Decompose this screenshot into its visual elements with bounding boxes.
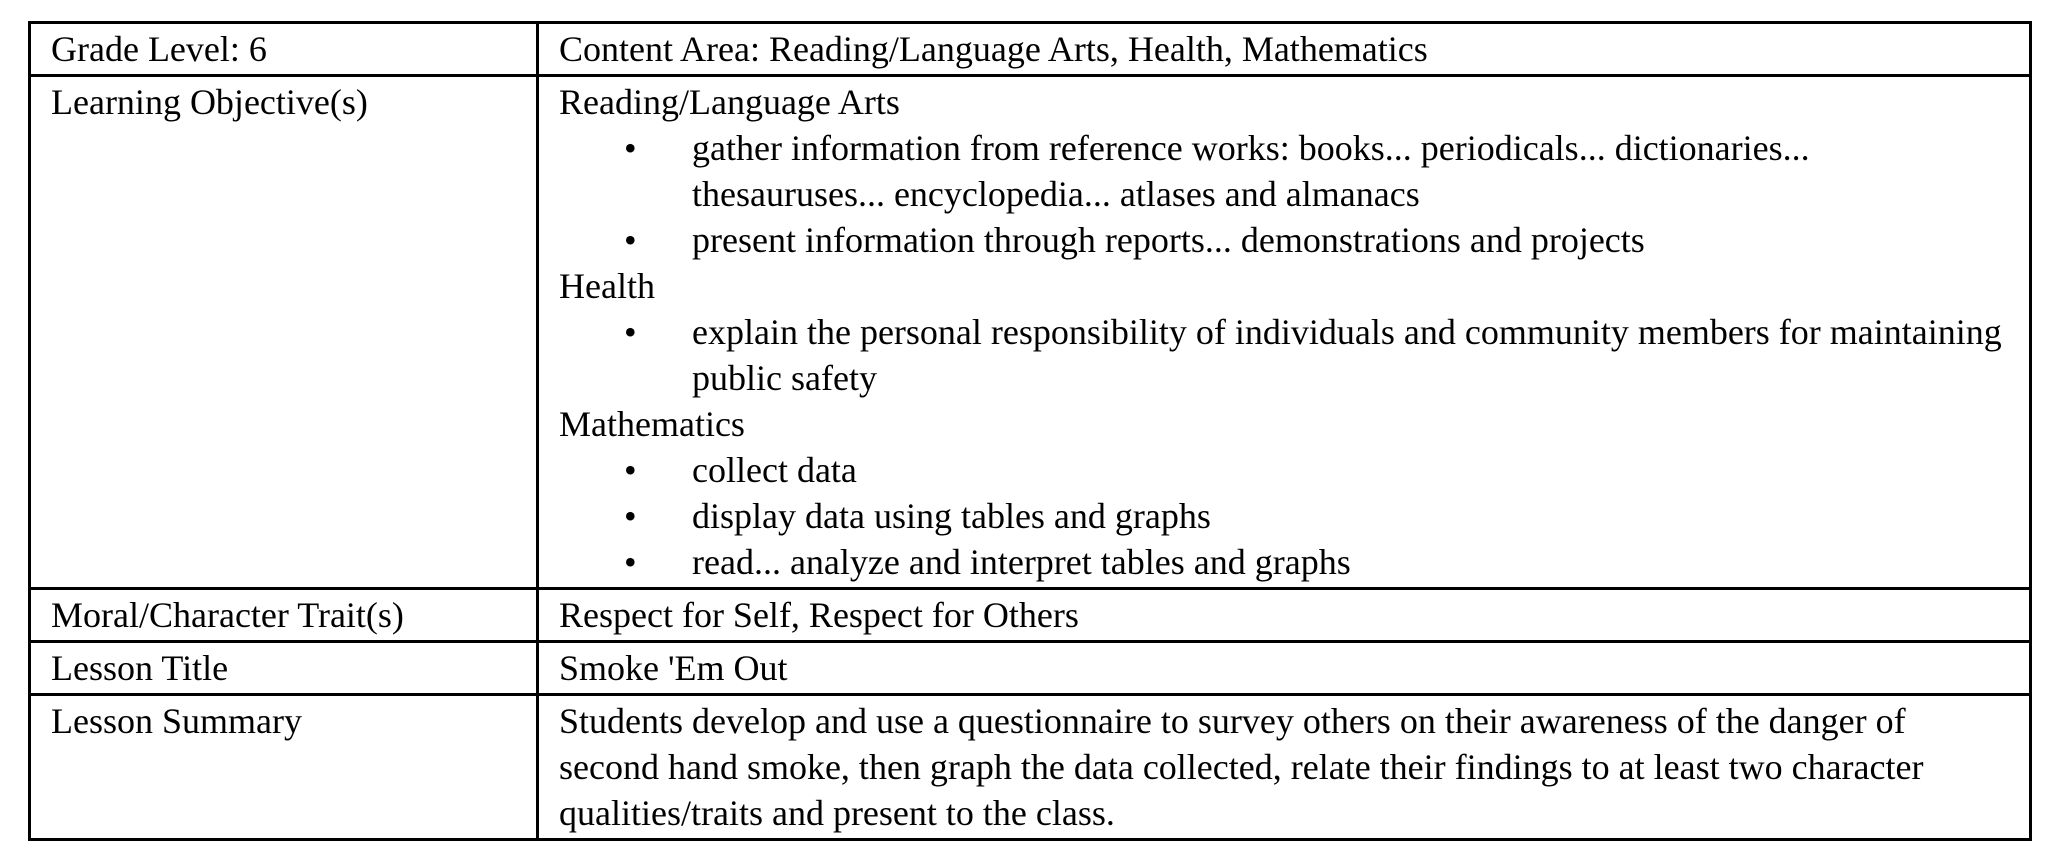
objective-item [559, 447, 2009, 493]
objective-section-heading-mathematics: Mathematics [559, 404, 745, 444]
bullet-icon: • [624, 450, 637, 490]
character-traits-label: Moral/Character Trait(s) [30, 589, 538, 642]
objective-item [559, 309, 2009, 401]
grade-level-row [30, 23, 2031, 76]
objective-item-text: display data using tables and graphs [692, 496, 1211, 536]
lesson-summary-row [30, 695, 2031, 840]
character-traits-value: Respect for Self, Respect for Others [538, 589, 2031, 642]
objective-item-text: explain the personal responsibility of individuals and community members for maintaining public safety [692, 312, 2002, 398]
bullet-icon: • [624, 542, 637, 582]
bullet-icon: • [624, 220, 637, 260]
bullet-icon: • [624, 128, 637, 168]
lesson-plan-table [28, 21, 2032, 841]
objective-section-heading-health: Health [559, 266, 655, 306]
learning-objectives-label: Learning Objective(s) [30, 76, 538, 589]
bullet-icon: • [624, 496, 637, 536]
lesson-summary-label: Lesson Summary [30, 695, 538, 840]
objective-item [559, 217, 2009, 263]
bullet-icon: • [624, 312, 637, 352]
lesson-title-label: Lesson Title [30, 642, 538, 695]
objective-list-health [559, 309, 2009, 401]
objective-item-text: read... analyze and interpret tables and graphs [692, 542, 1351, 582]
lesson-summary-value: Students develop and use a questionnaire to survey others on their awareness of the danger of second hand smoke, then graph the data collected, relate their findings to at least two character qualities/traits and present to the class. [538, 695, 2031, 840]
objective-item [559, 493, 2009, 539]
objective-list-mathematics [559, 447, 2009, 585]
content-area-cell: Content Area: Reading/Language Arts, Health, Mathematics [538, 23, 2031, 76]
learning-objectives-content [538, 76, 2031, 589]
objective-section-heading-reading: Reading/Language Arts [559, 82, 900, 122]
objective-item [559, 125, 2009, 217]
character-traits-row [30, 589, 2031, 642]
grade-level-cell: Grade Level: 6 [30, 23, 538, 76]
objective-item [559, 539, 2009, 585]
objective-item-text: present information through reports... demonstrations and projects [692, 220, 1645, 260]
learning-objectives-row [30, 76, 2031, 589]
lesson-title-row [30, 642, 2031, 695]
objective-item-text: gather information from reference works: books... periodicals... dictionaries... thesauruses... encyclopedia... atlases and almanacs [692, 128, 1810, 214]
lesson-title-value: Smoke 'Em Out [538, 642, 2031, 695]
objective-item-text: collect data [692, 450, 857, 490]
objective-list-reading [559, 125, 2009, 263]
